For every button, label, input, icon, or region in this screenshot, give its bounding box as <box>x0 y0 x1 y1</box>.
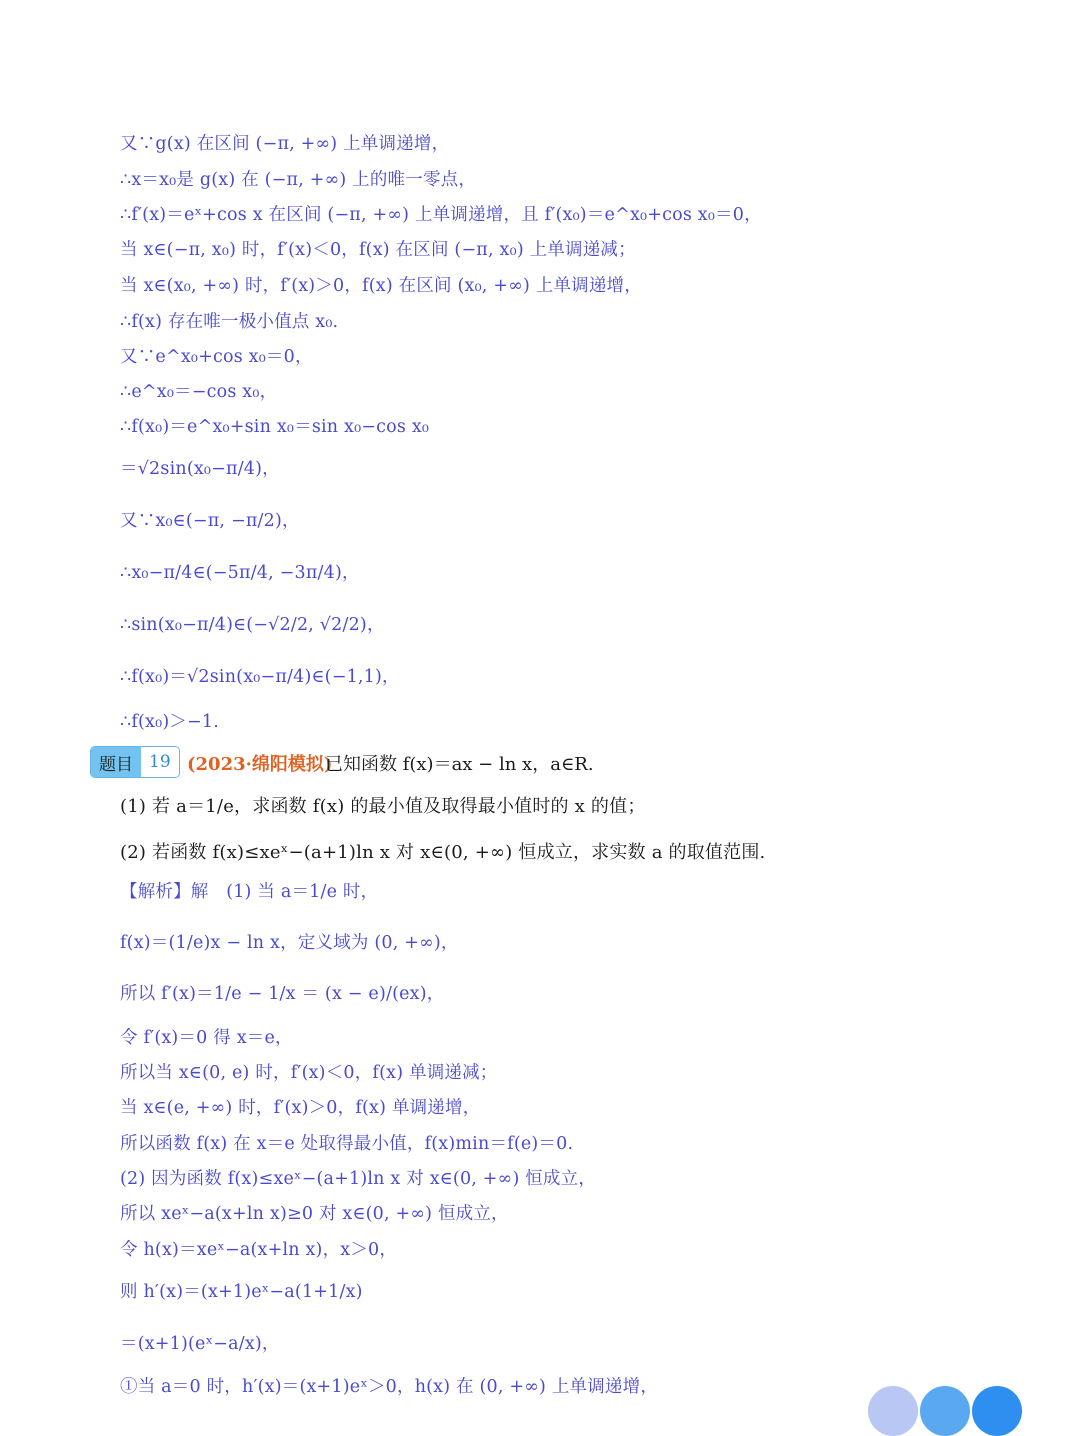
corner-decoration <box>972 1386 1022 1436</box>
solution-line: ＝(x+1)(eˣ−a/x)， <box>120 1334 280 1354</box>
solution-line: 所以当 x∈(0, e) 时，f′(x)＜0，f(x) 单调递减； <box>120 1063 498 1083</box>
solution-line: ∴f(x₀)＞−1. <box>120 712 220 732</box>
question-tag-label: 题目 <box>91 747 141 777</box>
solution-line: 令 f′(x)＝0 得 x＝e， <box>120 1028 293 1048</box>
solution-line: ∴e^x₀＝−cos x₀， <box>120 382 278 402</box>
solution-line: ∴x＝x₀是 g(x) 在 (−π, +∞) 上的唯一零点， <box>120 170 477 190</box>
solution-line: ∴f(x₀)＝√2sin(x₀−π/4)∈(−1,1)， <box>120 667 400 687</box>
solution-line: 【解析】解 (1) 当 a＝1/e 时， <box>120 882 379 902</box>
solution-line: ∴f′(x)＝eˣ+cos x 在区间 (−π, +∞) 上单调递增，且 f′(x₀)＝e^x₀+cos x₀＝0， <box>120 205 762 225</box>
solution-line: ＝√2sin(x₀−π/4)， <box>120 459 280 479</box>
solution-line: ∴f(x₀)＝e^x₀+sin x₀＝sin x₀−cos x₀ <box>120 417 430 437</box>
corner-decoration <box>920 1386 970 1436</box>
solution-line: 当 x∈(x₀, +∞) 时，f′(x)＞0，f(x) 在区间 (x₀, +∞) 上单调递增， <box>120 276 642 296</box>
solution-line: ①当 a＝0 时，h′(x)＝(x+1)eˣ＞0，h(x) 在 (0, +∞) 上单调递增， <box>120 1377 659 1397</box>
solution-line: 则 h′(x)＝(x+1)eˣ−a(1+1/x) <box>120 1282 363 1302</box>
question-tag <box>90 746 180 778</box>
solution-line: 所以 f′(x)＝1/e − 1/x ＝ (x − e)/(ex)， <box>120 984 445 1004</box>
question-stem: 已知函数 f(x)＝ax − ln x，a∈R. <box>325 754 594 775</box>
solution-line: 又∵x₀∈(−π, −π/2)， <box>120 511 300 531</box>
solution-line: 又∵e^x₀+cos x₀＝0， <box>120 347 313 367</box>
question-part-1: (1) 若 a＝1/e，求函数 f(x) 的最小值及取得最小值时的 x 的值； <box>120 796 646 817</box>
corner-decoration <box>868 1386 918 1436</box>
solution-line: 所以 xeˣ−a(x+ln x)≥0 对 x∈(0, +∞) 恒成立， <box>120 1204 509 1224</box>
solution-line: f(x)＝(1/e)x − ln x，定义域为 (0, +∞)， <box>120 933 459 953</box>
question-number: 19 <box>141 747 179 777</box>
question-source: (2023·绵阳模拟) <box>187 754 333 775</box>
solution-line: ∴sin(x₀−π/4)∈(−√2/2, √2/2)， <box>120 615 385 635</box>
solution-line: 所以函数 f(x) 在 x＝e 处取得最小值，f(x)min＝f(e)＝0. <box>120 1134 574 1154</box>
solution-line: 当 x∈(e, +∞) 时，f′(x)＞0，f(x) 单调递增， <box>120 1098 481 1118</box>
solution-line: 又∵g(x) 在区间 (−π, +∞) 上单调递增， <box>120 134 450 154</box>
solution-line: 当 x∈(−π, x₀) 时，f′(x)＜0，f(x) 在区间 (−π, x₀) 上单调递减； <box>120 240 636 260</box>
solution-line: 令 h(x)＝xeˣ−a(x+ln x)，x＞0， <box>120 1240 398 1260</box>
solution-line: ∴x₀−π/4∈(−5π/4, −3π/4)， <box>120 563 360 583</box>
question-part-2: (2) 若函数 f(x)≤xeˣ−(a+1)ln x 对 x∈(0, +∞) 恒成立，求实数 a 的取值范围. <box>120 842 766 863</box>
solution-line: (2) 因为函数 f(x)≤xeˣ−(a+1)ln x 对 x∈(0, +∞) 恒成立， <box>120 1169 597 1189</box>
solution-line: ∴f(x) 存在唯一极小值点 x₀. <box>120 312 339 332</box>
